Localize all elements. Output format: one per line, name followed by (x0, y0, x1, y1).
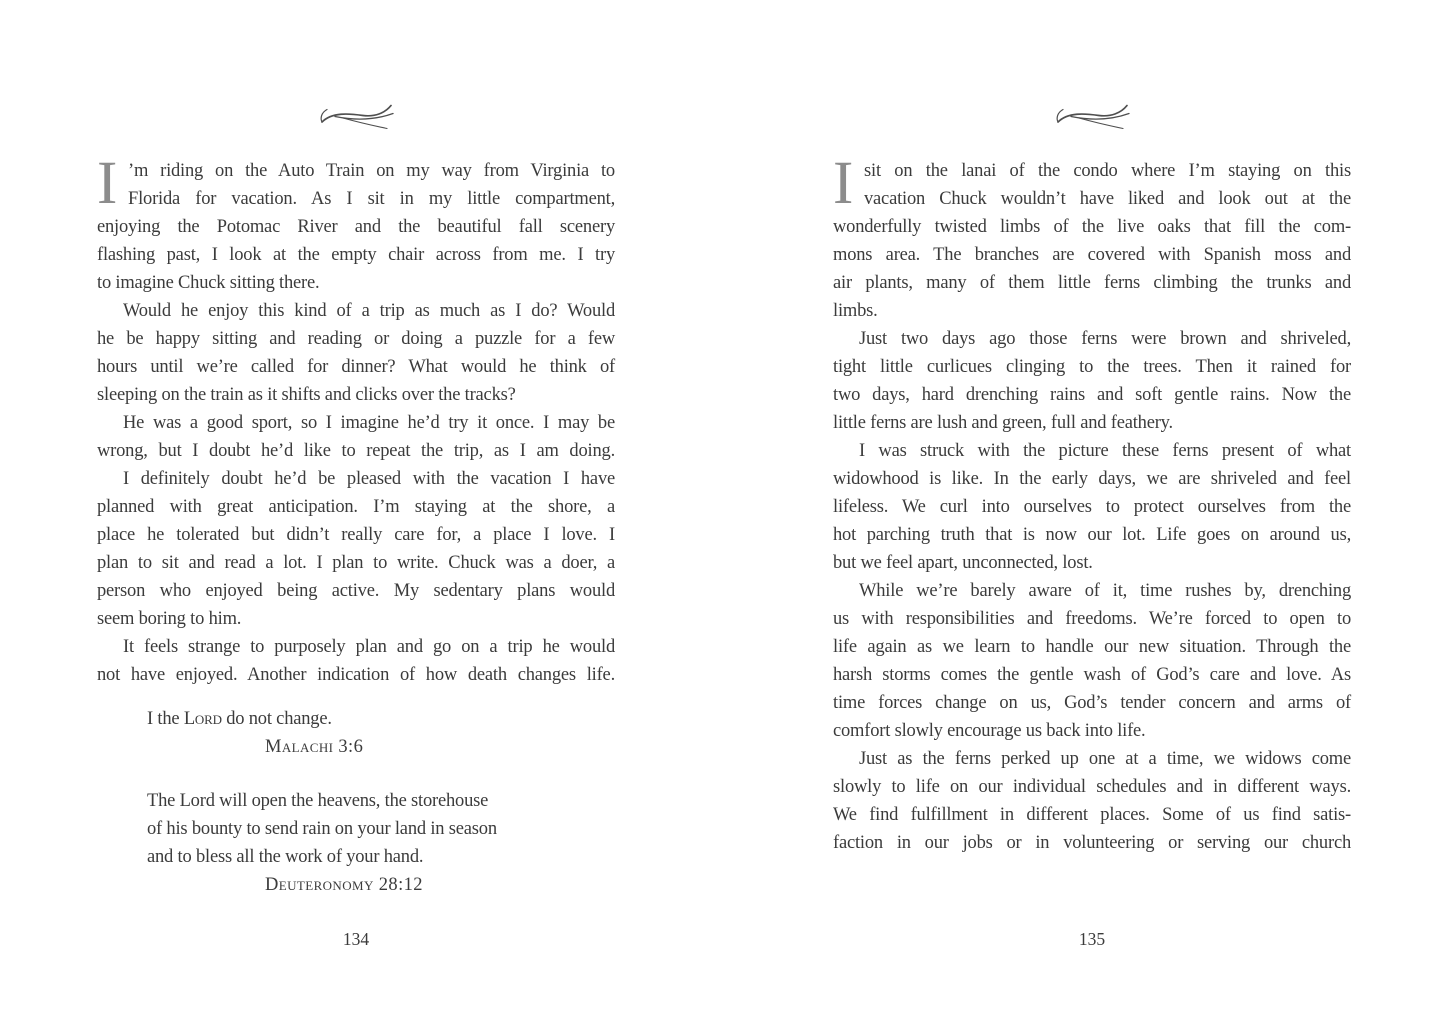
flourish-ornament-icon (1053, 100, 1131, 134)
verse-line: I the Lord do not change. (147, 709, 332, 729)
verse-line: of his bounty to send rain on your land in season (147, 819, 497, 839)
text-line: mons area. The branches are covered with Spanish moss and (833, 245, 1351, 265)
verse-line: The Lord will open the heavens, the storehouse (147, 791, 489, 811)
text-line: Just as the ferns perked up one at a time, we widows come (859, 749, 1351, 769)
text-line: flashing past, I look at the empty chair across from me. I try (97, 245, 615, 265)
text-line: While we’re barely aware of it, time rushes by, drenching (859, 581, 1351, 601)
text-line: Just two days ago those ferns were brown and shriveled, (859, 329, 1351, 349)
text-line: wrong, but I doubt he’d like to repeat the trip, as I am doing. (97, 441, 615, 461)
text-line: life again as we learn to handle our new situation. Through the (833, 637, 1351, 657)
text-line: to imagine Chuck sitting there. (97, 273, 320, 293)
text-line: person who enjoyed being active. My sedentary plans would (97, 581, 615, 601)
text-line: I definitely doubt he’d be pleased with the vacation I have (123, 469, 615, 489)
text-line: air plants, many of them little ferns climbing the trunks and (833, 273, 1351, 293)
page-body (833, 150, 1351, 857)
text-line: planned with great anticipation. I’m staying at the shore, a (97, 497, 615, 517)
drop-cap: I (833, 150, 854, 217)
page-right (833, 0, 1351, 1015)
verse-line: and to bless all the work of your hand. (147, 847, 424, 867)
small-caps-word: Lord (183, 709, 222, 729)
text-line: faction in our jobs or in volunteering or serving our church (833, 833, 1351, 853)
page-number: 134 (342, 929, 370, 949)
text-line: widowhood is like. In the early days, we are shriveled and feel (833, 469, 1351, 489)
text-line: but we feel apart, unconnected, lost. (833, 553, 1093, 573)
text-line: wonderfully twisted limbs of the live oaks that fill the com- (833, 217, 1351, 237)
page-body (97, 150, 615, 899)
text-line: harsh storms comes the gentle wash of God’s care and love. As (833, 665, 1351, 685)
text-line: I ’m riding on the Auto Train on my way from Virginia to (97, 150, 615, 217)
text-line: We find fulfillment in different places. Some of us find satis- (833, 805, 1351, 825)
text-line: little ferns are lush and green, full and feathery. (833, 413, 1173, 433)
scripture-quote (97, 787, 615, 899)
text-line: enjoying the Potomac River and the beautiful fall scenery (97, 217, 615, 237)
text-line: limbs. (833, 301, 878, 321)
text-line: place he tolerated but didn’t really care for, a place I love. I (97, 525, 615, 545)
text-line: time forces change on us, God’s tender concern and arms of (833, 693, 1351, 713)
flourish-ornament-icon (317, 100, 395, 134)
text-line: two days, hard drenching rains and soft gentle rains. Now the (833, 385, 1351, 405)
text-line: hot parching truth that is now our lot. Life goes on around us, (833, 525, 1351, 545)
text-line: vacation Chuck wouldn’t have liked and look out at the (864, 189, 1351, 209)
text-line: he be happy sitting and reading or doing a puzzle for a few (97, 329, 615, 349)
text-line: not have enjoyed. Another indication of how death changes life. (97, 665, 615, 685)
verse-reference: Deuteronomy 28:12 (265, 875, 423, 895)
text-line: tight little curlicues clinging to the trees. Then it rained for (833, 357, 1351, 377)
page-left (97, 0, 615, 1015)
text-line: comfort slowly encourage us back into life. (833, 721, 1146, 741)
page-number: 135 (1078, 929, 1106, 949)
text-line: It feels strange to purposely plan and go on a trip he would (123, 637, 615, 657)
text-line: seem boring to him. (97, 609, 242, 629)
text-line: slowly to life on our individual schedules and in different ways. (833, 777, 1351, 797)
text-line: Would he enjoy this kind of a trip as much as I do? Would (123, 301, 615, 321)
text-line: plan to sit and read a lot. I plan to write. Chuck was a doer, a (97, 553, 615, 573)
text-line: hours until we’re called for dinner? What would he think of (97, 357, 615, 377)
verse-reference: Malachi 3:6 (265, 737, 364, 757)
text-line: Florida for vacation. As I sit in my little compartment, (128, 189, 615, 209)
text-line: sleeping on the train as it shifts and clicks over the tracks? (97, 385, 516, 405)
text-line: lifeless. We curl into ourselves to protect ourselves from the (833, 497, 1351, 517)
text-line: I was struck with the picture these ferns present of what (859, 441, 1351, 461)
text-line: He was a good sport, so I imagine he’d try it once. I may be (123, 413, 615, 433)
scripture-quote (97, 705, 615, 761)
text-line: us with responsibilities and freedoms. We’re forced to open to (833, 609, 1351, 629)
text-line: I sit on the lanai of the condo where I’m staying on this (833, 150, 1351, 217)
drop-cap: I (97, 150, 118, 217)
